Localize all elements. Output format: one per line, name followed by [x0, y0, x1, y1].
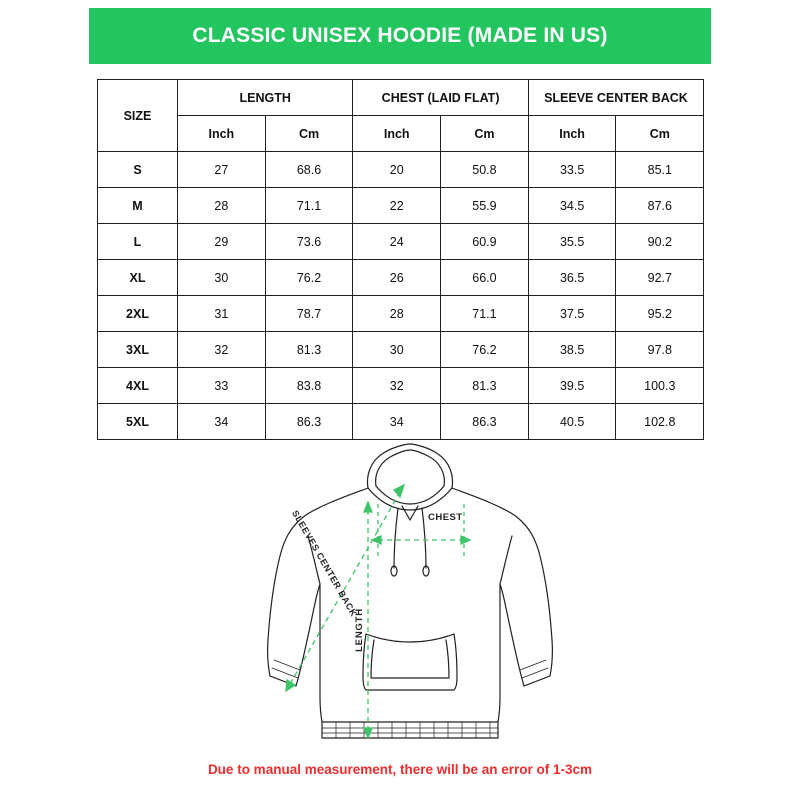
cell-chest-cm: 60.9 [441, 224, 529, 260]
cell-sleeve-inch: 33.5 [528, 152, 616, 188]
sleeves-label: SLEEVES CENTER BACK [290, 508, 360, 619]
cell-sleeve-cm: 87.6 [616, 188, 704, 224]
table-head [98, 80, 704, 152]
cell-length-inch: 33 [178, 368, 266, 404]
cell-sleeve-cm: 100.3 [616, 368, 704, 404]
cell-sleeve-inch: 37.5 [528, 296, 616, 332]
cell-length-inch: 30 [178, 260, 266, 296]
cell-sleeve-inch: 40.5 [528, 404, 616, 440]
cell-chest-cm: 50.8 [441, 152, 529, 188]
cell-length-inch: 27 [178, 152, 266, 188]
measurement-disclaimer: Due to manual measurement, there will be an error of 1-3cm [207, 762, 593, 777]
cell-length-cm: 81.3 [265, 332, 353, 368]
unit-sleeve-inch: Inch [528, 116, 616, 152]
cell-sleeve-inch: 39.5 [528, 368, 616, 404]
cell-chest-inch: 28 [353, 296, 441, 332]
unit-length-inch: Inch [178, 116, 266, 152]
cell-chest-inch: 22 [353, 188, 441, 224]
cell-sleeve-inch: 38.5 [528, 332, 616, 368]
cell-chest-inch: 26 [353, 260, 441, 296]
cell-chest-cm: 76.2 [441, 332, 529, 368]
cell-sleeve-cm: 85.1 [616, 152, 704, 188]
row-size: 3XL [98, 332, 178, 368]
cell-sleeve-cm: 92.7 [616, 260, 704, 296]
group-header-row [98, 80, 704, 116]
cell-length-inch: 31 [178, 296, 266, 332]
header-chest: CHEST (LAID FLAT) [353, 80, 528, 116]
cell-length-inch: 29 [178, 224, 266, 260]
unit-chest-cm: Cm [441, 116, 529, 152]
row-size: S [98, 152, 178, 188]
table-body [98, 152, 704, 440]
cell-chest-cm: 66.0 [441, 260, 529, 296]
header-sleeve: SLEEVE CENTER BACK [528, 80, 703, 116]
table-row [98, 296, 704, 332]
cell-chest-inch: 32 [353, 368, 441, 404]
table-row [98, 404, 704, 440]
cell-chest-cm: 86.3 [441, 404, 529, 440]
header-size: SIZE [98, 80, 178, 152]
unit-length-cm: Cm [265, 116, 353, 152]
cell-sleeve-cm: 102.8 [616, 404, 704, 440]
cell-sleeve-cm: 95.2 [616, 296, 704, 332]
cell-sleeve-cm: 90.2 [616, 224, 704, 260]
length-label: LENGTH [354, 608, 365, 652]
size-table [97, 79, 704, 440]
cell-length-cm: 78.7 [265, 296, 353, 332]
unit-sleeve-cm: Cm [616, 116, 704, 152]
table-row [98, 224, 704, 260]
cell-length-cm: 76.2 [265, 260, 353, 296]
cell-sleeve-inch: 34.5 [528, 188, 616, 224]
cell-sleeve-inch: 36.5 [528, 260, 616, 296]
table-row [98, 188, 704, 224]
cell-chest-inch: 20 [353, 152, 441, 188]
table-row [98, 260, 704, 296]
cell-length-cm: 83.8 [265, 368, 353, 404]
cell-chest-cm: 71.1 [441, 296, 529, 332]
cell-length-cm: 71.1 [265, 188, 353, 224]
cell-chest-inch: 34 [353, 404, 441, 440]
page-title: CLASSIC UNISEX HOODIE (MADE IN US) [192, 24, 608, 47]
cell-length-cm: 68.6 [265, 152, 353, 188]
cell-chest-inch: 24 [353, 224, 441, 260]
table-row [98, 368, 704, 404]
cell-chest-inch: 30 [353, 332, 441, 368]
table-row [98, 152, 704, 188]
cell-sleeve-inch: 35.5 [528, 224, 616, 260]
size-table-container [97, 79, 703, 440]
cell-length-inch: 28 [178, 188, 266, 224]
row-size: M [98, 188, 178, 224]
row-size: 5XL [98, 404, 178, 440]
chest-label: CHEST [428, 512, 463, 523]
header-length: LENGTH [178, 80, 353, 116]
header-banner [89, 8, 711, 64]
hoodie-diagram [250, 440, 570, 755]
table-row [98, 332, 704, 368]
cell-length-cm: 73.6 [265, 224, 353, 260]
row-size: 4XL [98, 368, 178, 404]
row-size: 2XL [98, 296, 178, 332]
cell-sleeve-cm: 97.8 [616, 332, 704, 368]
row-size: L [98, 224, 178, 260]
cell-chest-cm: 81.3 [441, 368, 529, 404]
unit-chest-inch: Inch [353, 116, 441, 152]
cell-length-inch: 34 [178, 404, 266, 440]
cell-length-inch: 32 [178, 332, 266, 368]
cell-chest-cm: 55.9 [441, 188, 529, 224]
unit-header-row [98, 116, 704, 152]
row-size: XL [98, 260, 178, 296]
cell-length-cm: 86.3 [265, 404, 353, 440]
